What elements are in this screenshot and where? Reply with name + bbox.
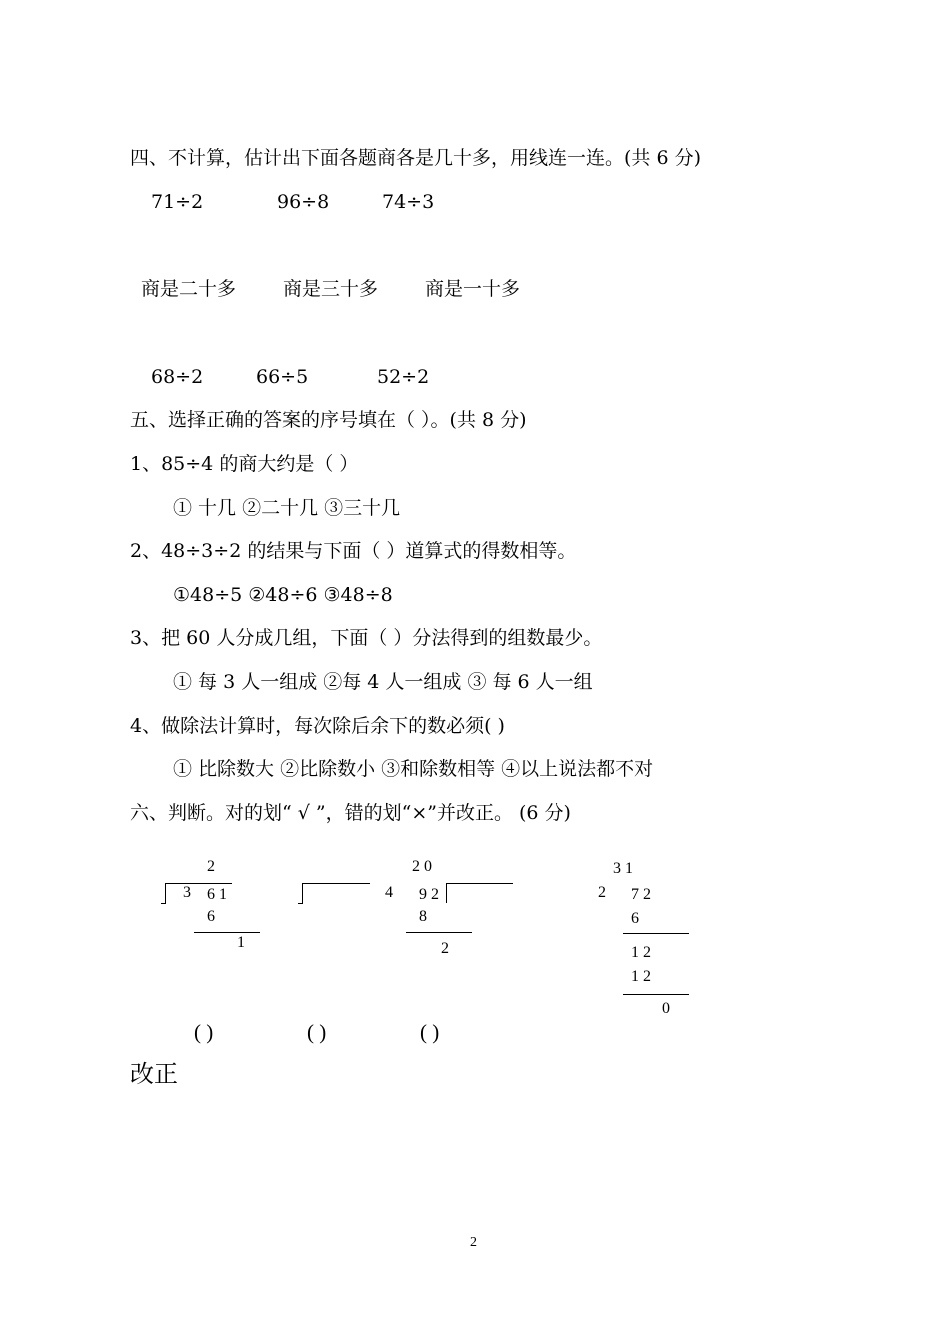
top-expr-1: 71÷2 (151, 191, 204, 213)
section6-title: 六、判断。对的划“ √ ”，错的划“×”并改正。 (6 分) (130, 802, 571, 824)
p1-quotient: 2 (207, 858, 215, 875)
question-3: 3、把 60 人分成几组，下面（ ）分法得到的组数最少。 (130, 627, 603, 649)
question-1-options: ① 十几 ②二十几 ③三十几 (173, 497, 401, 519)
p2-bracket-top-right (446, 883, 513, 884)
bottom-expr-3: 52÷2 (377, 366, 430, 388)
p3-divisor: 2 (598, 884, 606, 901)
question-4-options: ① 比除数大 ②比除数小 ③和除数相等 ④以上说法都不对 (173, 758, 654, 780)
correction-label: 改正 (130, 1060, 178, 1088)
bottom-expr-1: 68÷2 (151, 366, 204, 388)
p3-subtract-1: 6 (631, 910, 639, 927)
question-4: 4、做除法计算时，每次除后余下的数必须( ) (130, 715, 505, 737)
p2-bracket-side (302, 883, 303, 903)
top-expr-2: 96÷8 (277, 191, 330, 213)
answer-paren-2[interactable]: ( ) (307, 1020, 327, 1044)
p1-bracket-foot (161, 903, 166, 904)
p3-subtract-2: 1 2 (631, 968, 651, 985)
p1-remainder: 1 (237, 934, 245, 951)
p1-result-line (194, 932, 260, 933)
section4-title: 四、不计算，估计出下面各题商各是几十多，用线连一连。(共 6 分) (130, 147, 701, 169)
p3-line-1 (623, 933, 689, 934)
question-3-options: ① 每 3 人一组成 ②每 4 人一组成 ③ 每 6 人一组 (173, 671, 593, 693)
page-number: 2 (470, 1235, 477, 1250)
question-2-options: ①48÷5 ②48÷6 ③48÷8 (173, 584, 393, 606)
quotient-label-3: 商是一十多 (425, 278, 521, 300)
quotient-label-1: 商是二十多 (141, 278, 237, 300)
bottom-expr-2: 66÷5 (256, 366, 309, 388)
p3-quotient: 3 1 (613, 860, 633, 877)
p3-line-2 (623, 994, 689, 995)
section5-title: 五、选择正确的答案的序号填在（ ）。(共 8 分) (130, 409, 527, 431)
p1-divisor: 3 (183, 884, 191, 901)
quotient-label-2: 商是三十多 (283, 278, 379, 300)
answer-paren-3[interactable]: ( ) (420, 1020, 440, 1044)
p2-quotient: 2 0 (412, 858, 432, 875)
p1-bracket-top (165, 883, 232, 884)
p2-subtract: 8 (419, 908, 427, 925)
top-expr-3: 74÷3 (382, 191, 435, 213)
p2-remainder: 2 (441, 940, 449, 957)
answer-paren-1[interactable]: ( ) (194, 1020, 214, 1044)
p2-dividend: 9 2 (419, 886, 439, 903)
p1-subtract: 6 (207, 908, 215, 925)
p2-result-line (406, 932, 472, 933)
p3-bring-down: 1 2 (631, 944, 651, 961)
p2-bracket-side-right (446, 883, 447, 903)
p3-dividend: 7 2 (631, 886, 651, 903)
p2-bracket-foot (298, 903, 303, 904)
p3-remainder: 0 (662, 1000, 670, 1017)
p1-bracket-side (165, 883, 166, 903)
question-2: 2、48÷3÷2 的结果与下面（ ）道算式的得数相等。 (130, 540, 577, 562)
question-1: 1、85÷4 的商大约是（ ） (130, 453, 359, 475)
p1-dividend: 6 1 (207, 886, 227, 903)
p2-bracket-top-left (302, 883, 370, 884)
p2-divisor: 4 (385, 884, 393, 901)
